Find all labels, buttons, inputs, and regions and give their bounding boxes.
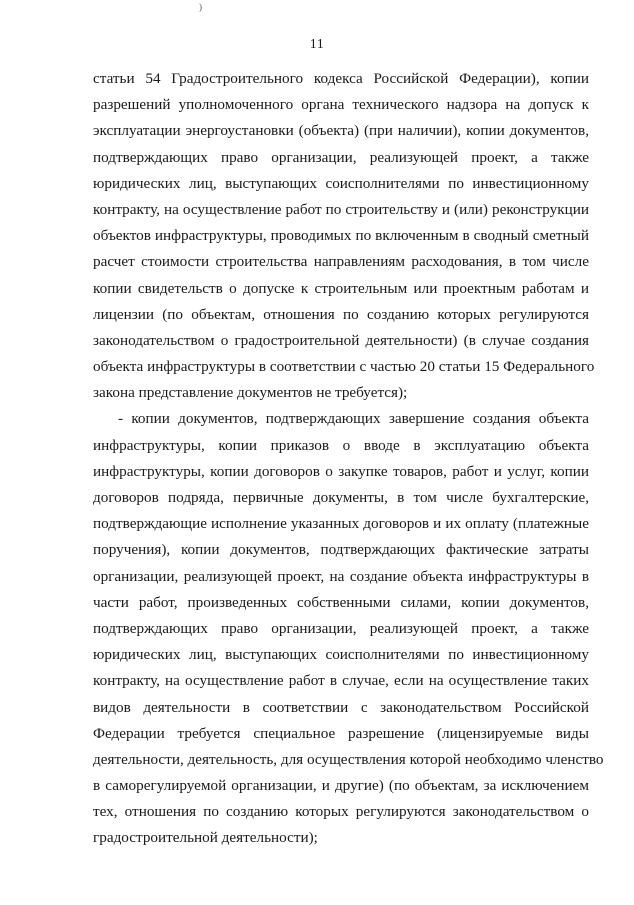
text-line: - копии документов, подтверждающих завершение создания объекта [118,410,589,428]
document-body [93,66,604,852]
text-line: разрешений уполномоченного органа технического надзора на допуск к [93,96,589,114]
text-line: части работ, произведенных собственными силами, копии документов, [93,593,589,611]
text-line: организации, реализующей проект, на создание объекта инфраструктуры в [93,567,589,585]
text-line: договоров подряда, первичные документы, в том числе бухгалтерские, [93,489,589,506]
paragraph [93,66,595,406]
text-line: законодательством о градостроительной деятельности) (в случае создания [93,331,589,349]
text-line: инфраструктуры, копии приказов о вводе в эксплуатацию объекта [93,436,589,454]
text-line: подтверждающих право организации, реализующей проект, а также [93,148,589,166]
text-line: поручения), копии документов, подтверждающих фактические затраты [93,541,589,559]
text-line: подтверждающих право организации, реализующей проект, а также [93,619,589,637]
text-line: юридических лиц, выступающих соисполнителями по инвестиционному [93,174,589,192]
text-line: инфраструктуры, копии договоров о закупке товаров, работ и услуг, копии [93,462,589,480]
page-number: 11 [309,37,325,52]
text-line: градостроительной деятельности); [93,829,318,847]
text-line: тех, отношения по созданию которых регулируются законодательством о [93,803,589,821]
paragraph [93,406,604,851]
text-line: статьи 54 Градостроительного кодекса Российской Федерации), копии [93,70,589,87]
text-line: подтверждающие исполнение указанных договоров и их оплату (платежные [93,515,589,533]
text-line: расчет стоимости строительства направлениям расходования, в том числе [93,253,589,271]
text-line: объекта инфраструктуры в соответствии с частью 20 статьи 15 Федерального [93,358,595,376]
text-line: закона представление документов не требуется); [93,384,408,402]
text-line: в саморегулируемой организации, и другие) (по объектам, за исключением [93,777,589,795]
text-line: копии свидетельств о допуске к строительным или проектным работам и [93,279,589,297]
text-line: Федерации требуется специальное разрешение (лицензируемые виды [93,724,589,742]
text-line: юридических лиц, выступающих соисполнителями по инвестиционному [93,646,589,664]
text-line: объектов инфраструктуры, проводимых по включенным в сводный сметный [93,227,589,245]
text-line: контракту, на осуществление работ в случае, если на осуществление таких [93,672,589,690]
text-line: видов деятельности в соответствии с законодательством Российской [93,698,589,716]
text-line: контракту, на осуществление работ по строительству и (или) реконструкции [93,200,589,218]
text-line: лицензии (по объектам, отношения по созданию которых регулируются [93,305,589,323]
text-line: эксплуатации энергоустановки (объекта) (при наличии), копии документов, [93,122,589,140]
text-line: деятельности, деятельность, для осуществления которой необходимо членство [93,750,604,768]
scan-mark: ) [199,2,202,12]
